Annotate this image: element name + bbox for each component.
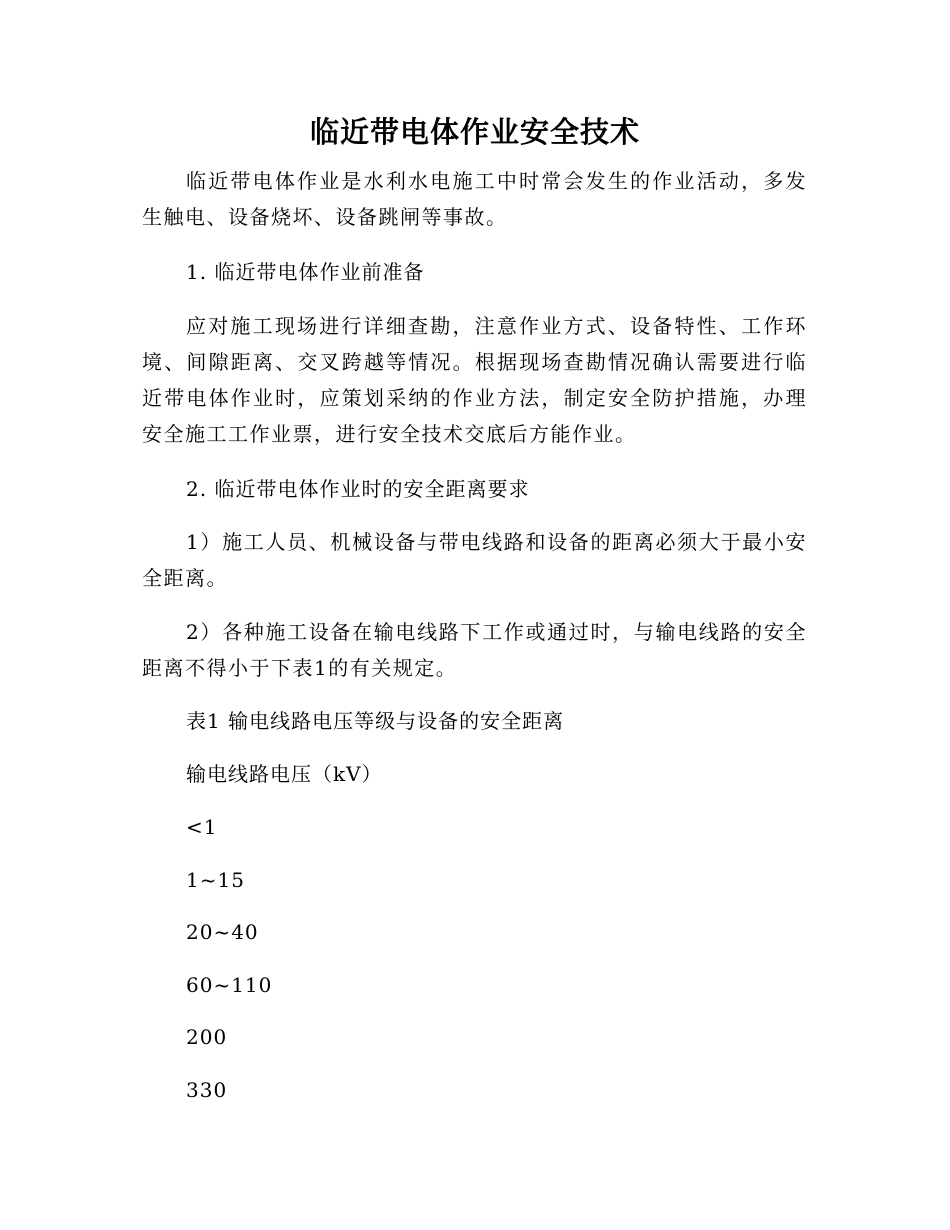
requirement-item-2: 2）各种施工设备在输电线路下工作或通过时，与输电线路的安全距离不得小于下表1的有关规定。 — [142, 620, 807, 680]
table-cell-voltage: 20~40 — [186, 920, 259, 944]
table-cell-voltage: <1 — [186, 815, 218, 839]
table-cell-voltage: 1~15 — [186, 868, 245, 892]
section-2-heading: 2. 临近带电体作业时的安全距离要求 — [186, 477, 530, 501]
section-1-heading: 1. 临近带电体作业前准备 — [186, 260, 425, 284]
document-title: 临近带电体作业安全技术 — [309, 115, 640, 149]
table-header-voltage: 输电线路电压（kV） — [186, 762, 383, 786]
intro-paragraph: 临近带电体作业是水利水电施工中时常会发生的作业活动，多发生触电、设备烧坏、设备跳闸等事故。 — [142, 169, 807, 229]
section-1-body: 应对施工现场进行详细查勘，注意作业方式、设备特性、工作环境、间隙距离、交叉跨越等情况。根据现场查勘情况确认需要进行临近带电体作业时，应策划采纳的作业方法，制定安全防护措施，办理安全施工工作业票，进行安全技术交底后方能作业。 — [142, 314, 807, 446]
requirement-item-1: 1）施工人员、机械设备与带电线路和设备的距离必须大于最小安全距离。 — [142, 530, 807, 590]
table-cell-voltage: 200 — [186, 1025, 228, 1049]
table-cell-voltage: 60~110 — [186, 973, 273, 997]
table-cell-voltage: 330 — [186, 1078, 228, 1102]
table-caption: 表1 输电线路电压等级与设备的安全距离 — [186, 709, 565, 733]
